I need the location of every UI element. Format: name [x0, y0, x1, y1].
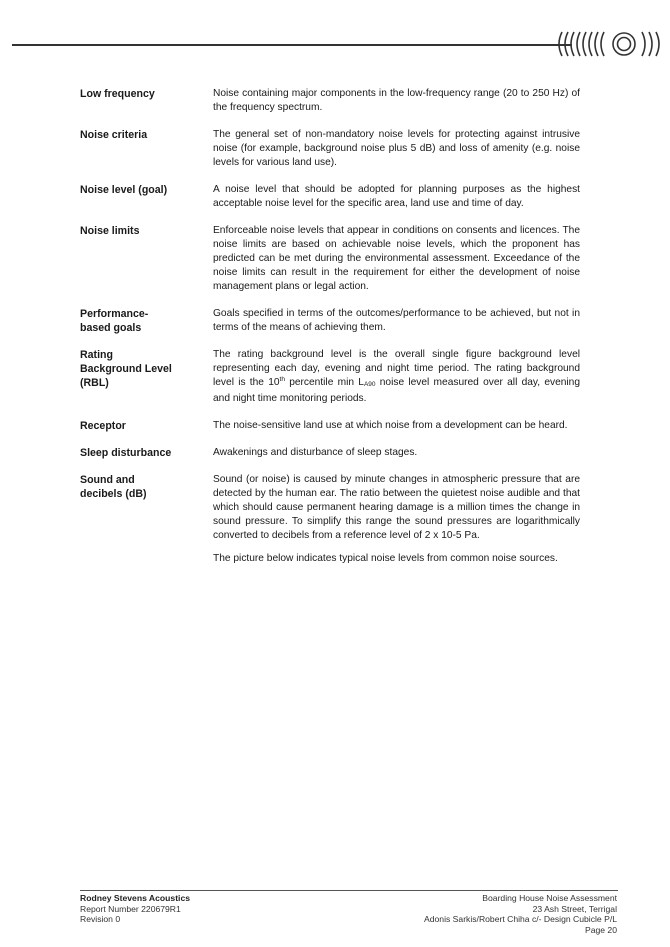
site-address: 23 Ash Street, Terrigal: [532, 903, 617, 914]
page-number: Page 20: [584, 924, 617, 935]
client-name: Adonis Sarkis/Robert Chiha c/- Design Cubicle P/L: [424, 914, 617, 925]
definition-text: Awakenings and disturbance of sleep stages.: [213, 447, 418, 458]
glossary-entry: [80, 473, 580, 566]
glossary-definition: [213, 473, 580, 566]
definition-text: Sound (or noise) is caused by minute changes in atmospheric pressure that are detected by the human ear. The ratio between the quietest noise audible and that which should cause permanent hearing damage is a million times the change in sound pressure. To simplify this range the sound pressures are logarithmically converted to decibels from a reference level of 2 x 10-5 Pa.: [213, 474, 580, 541]
definition-fragment: The rating background level is the overall single figure background level representing each day, evening and night time period. The rating background level is the 10: [213, 349, 580, 388]
definition-text: The noise-sensitive land use at which noise from a development can be heard.: [213, 420, 568, 431]
glossary-term: Sound and decibels (dB): [80, 474, 147, 500]
footer-left: [80, 893, 190, 925]
footer-rule: [80, 890, 618, 891]
glossary-definition: [213, 224, 580, 294]
glossary-definition: [213, 419, 580, 433]
glossary-definition: [213, 348, 580, 406]
glossary-term: Noise level (goal): [80, 184, 168, 196]
glossary-term: Low frequency: [80, 88, 155, 100]
glossary-entry: [80, 446, 580, 460]
glossary-entry: [80, 348, 580, 406]
definition-fragment: noise level measured over all day, evening and night time monitoring periods.: [213, 377, 581, 404]
noise-parameter-subscript: A90: [363, 381, 376, 388]
glossary-entry: [80, 307, 580, 335]
sound-wave-logo-icon: [556, 26, 666, 62]
company-name: Rodney Stevens Acoustics: [80, 893, 191, 903]
definition-text: [213, 348, 580, 406]
glossary-entry: [80, 419, 580, 433]
glossary-entry: [80, 128, 580, 170]
definition-text: Goals specified in terms of the outcomes/performance to be achieved, but not in terms of the means of achieving them.: [213, 308, 580, 333]
revision: Revision 0: [80, 914, 121, 925]
definition-text: Noise containing major components in the low-frequency range (20 to 250 Hz) of the frequency spectrum.: [213, 88, 580, 113]
glossary-term: Rating Background Level (RBL): [80, 349, 172, 389]
glossary-term: Performance- based goals: [80, 308, 149, 334]
glossary-term: Noise limits: [80, 225, 140, 237]
glossary-definition: [213, 183, 580, 211]
glossary-entry: [80, 224, 580, 294]
header-rule: [12, 44, 572, 46]
glossary-definition: [213, 128, 580, 170]
glossary-term: Sleep disturbance: [80, 447, 172, 459]
glossary-term: Receptor: [80, 420, 126, 432]
glossary-term: Noise criteria: [80, 129, 148, 141]
ordinal-superscript: th: [279, 376, 285, 383]
glossary: [80, 87, 580, 566]
footer-right: [424, 893, 617, 935]
glossary-definition: [213, 307, 580, 335]
definition-text: The picture below indicates typical noise levels from common noise sources.: [213, 553, 558, 564]
definition-text: Enforceable noise levels that appear in conditions on consents and licences. The noise limits are based on achievable noise levels, which the proponent has predicted can be met during the environmental assessment. Exceedance of the noise limits can result in the requirement for either the development of noise management plans or legal action.: [213, 225, 580, 292]
definition-text: A noise level that should be adopted for planning purposes as the highest acceptable noise level for the specific area, land use and time of day.: [213, 184, 580, 209]
glossary-entry: [80, 87, 580, 115]
glossary-definition: [213, 446, 580, 460]
glossary-entry: [80, 183, 580, 211]
project-title: Boarding House Noise Assessment: [482, 893, 617, 903]
glossary-definition: [213, 87, 580, 115]
report-number: Report Number 220679R1: [80, 903, 181, 914]
definition-fragment: percentile min L: [284, 377, 364, 388]
definition-text: The general set of non-mandatory noise levels for protecting against intrusive noise (for example, background noise plus 5 dB) and loss of amenity (e.g. noise levels for various land use).: [213, 129, 580, 168]
